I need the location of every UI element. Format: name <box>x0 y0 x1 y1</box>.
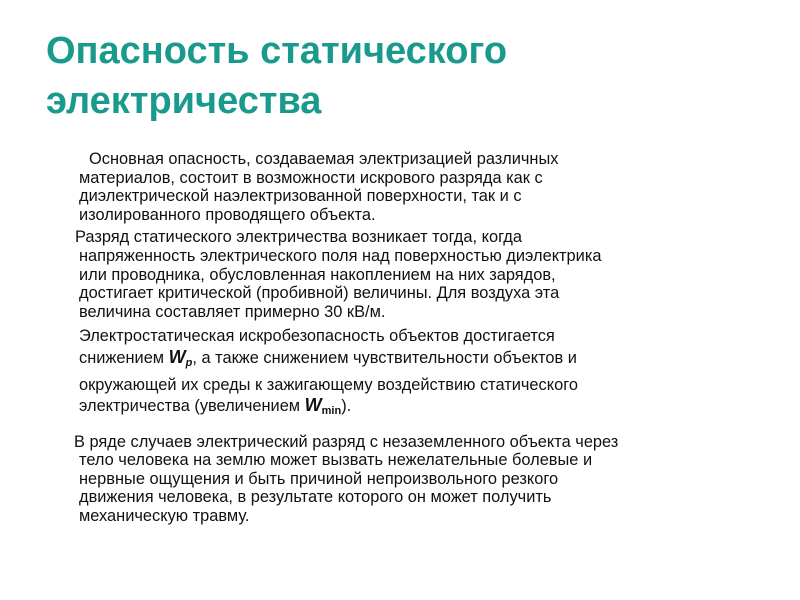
slide-title <box>46 26 766 126</box>
text-line: достигает критической (пробивной) величины. Для воздуха эта <box>79 284 560 303</box>
symbol-w: W <box>304 394 322 415</box>
title-line: Опасность статического <box>46 30 508 72</box>
text-line: диэлектрической наэлектризованной поверхности, так и с <box>79 187 522 206</box>
text-fragment: ). <box>341 396 352 415</box>
text-line: Основная опасность, создаваемая электризацией различных <box>89 150 559 168</box>
text-line: величина составляет примерно 30 кВ/м. <box>79 302 386 321</box>
text-line: механическую травму. <box>79 506 250 525</box>
text-line: В ряде случаев электрический разряд с незаземленного объекта через <box>74 432 619 451</box>
text-line: изолированного проводящего объекта. <box>79 205 376 224</box>
text-line: нервные ощущения и быть причиной непроизвольного резкого <box>79 469 559 488</box>
text-line <box>79 346 759 374</box>
title-line: электричества <box>46 80 322 122</box>
paragraph-human-effects <box>74 432 759 526</box>
text-line: или проводника, обусловленная накоплением на них зарядов, <box>79 265 556 284</box>
text-line: напряженность электрического поля над поверхностью диэлектрика <box>79 246 602 265</box>
subscript-min: min <box>321 404 342 417</box>
paragraph-spark-safety <box>79 327 759 420</box>
text-line: движения человека, в результате которого он может получить <box>79 488 552 507</box>
text-line: Электростатическая искробезопасность объектов достигается <box>79 327 555 346</box>
paragraph-discharge <box>75 228 759 321</box>
text-fragment: снижением <box>79 348 169 367</box>
text-line: Разряд статического электричества возникает тогда, когда <box>75 228 522 247</box>
text-line <box>79 396 759 421</box>
subscript-p: р <box>185 356 193 369</box>
text-line: тело человека на землю может вызвать нежелательные болевые и <box>79 451 593 470</box>
text-fragment: , а также снижением чувствительности объектов и <box>192 348 577 367</box>
text-line: окружающей их среды к зажигающему воздействию статического <box>79 375 578 394</box>
slide-body <box>74 150 759 526</box>
text-fragment: электричества (увеличением <box>79 396 305 415</box>
symbol-w: W <box>168 346 186 367</box>
text-line: материалов, состоит в возможности искрового разряда как с <box>79 168 543 187</box>
paragraph-main-danger <box>79 150 759 224</box>
